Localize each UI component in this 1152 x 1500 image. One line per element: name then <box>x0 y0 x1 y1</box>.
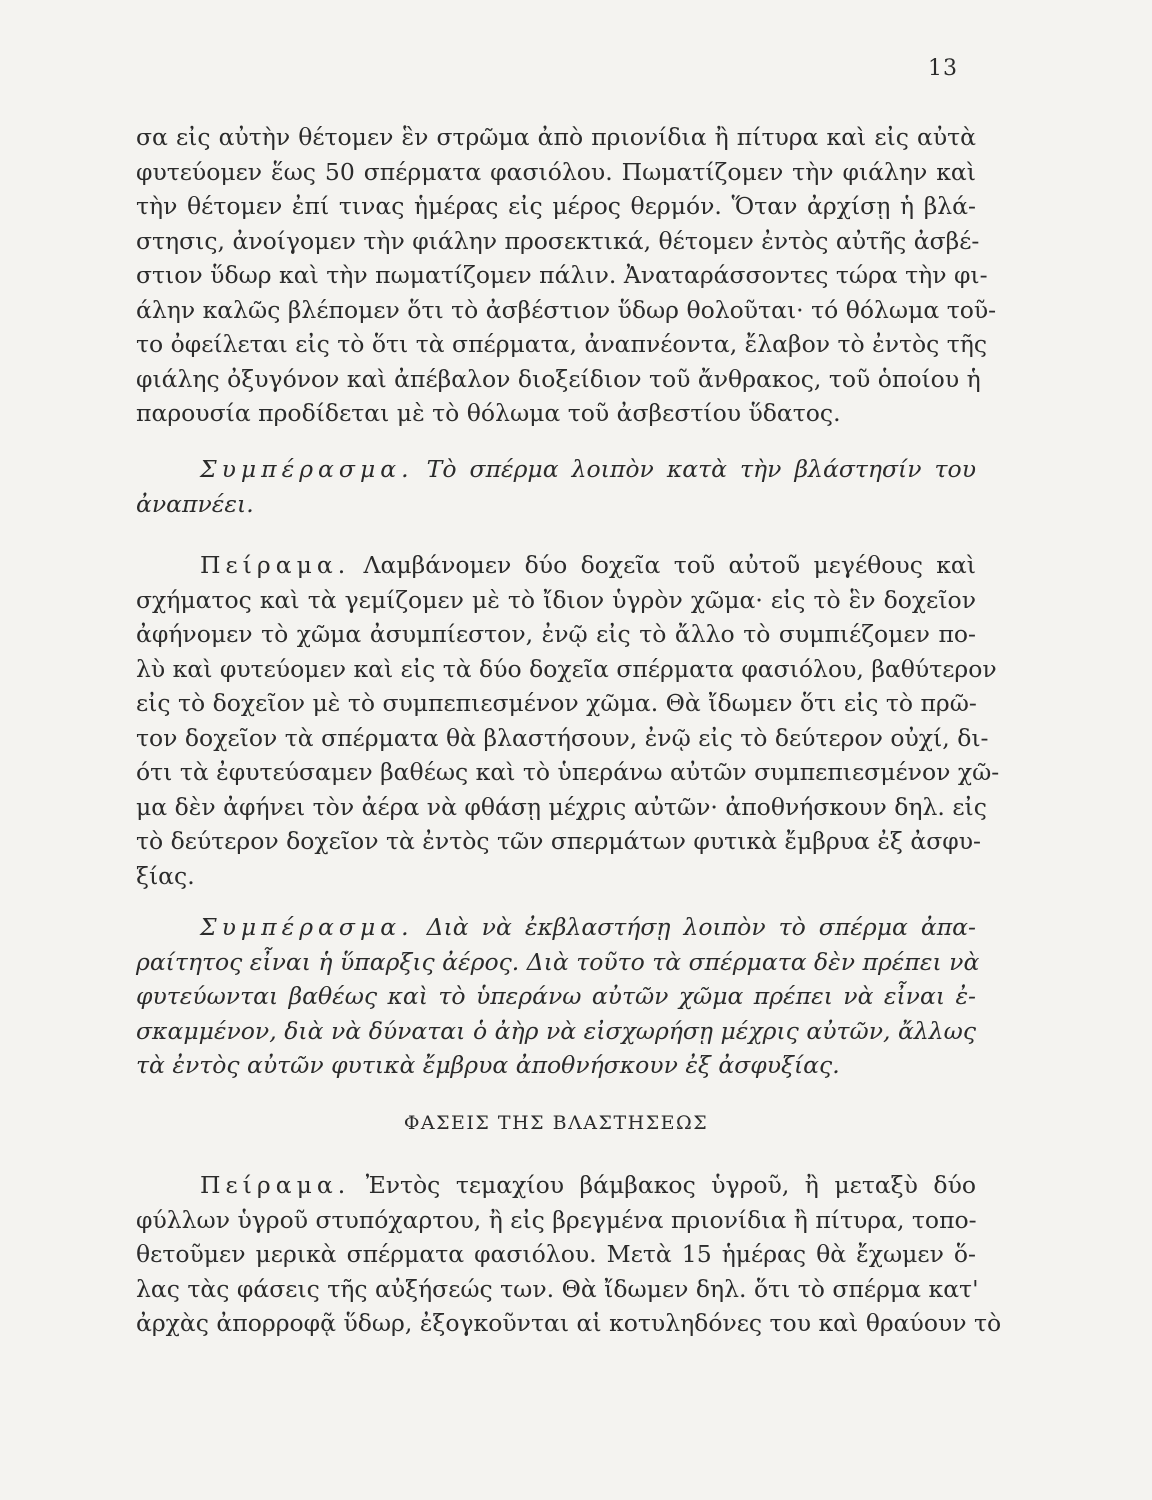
text-line: ἀρχὰς ἀπορροφᾷ ὕδωρ, ἐξογκοῦνται αἱ κοτυληδόνες του καὶ θραύουν τὸ <box>136 1309 1002 1337</box>
experiment-line <box>136 1168 976 1203</box>
conclusion-text: Τὸ σπέρμα λοιπὸν κατὰ τὴν βλάστησίν του <box>426 455 976 483</box>
text-line: τὴν θέτομεν ἐπί τινας ἡμέρας εἰς μέρος θερμόν. Ὅταν ἀρχίσῃ ἡ βλά- <box>136 192 976 220</box>
conclusion-line: σκαμμένον, διὰ νὰ δύναται ὁ ἀὴρ νὰ εἰσχωρήσῃ μέχρις αὐτῶν, ἄλλως <box>136 1016 976 1045</box>
text-line: στιον ὕδωρ καὶ τὴν πωματίζομεν πάλιν. Ἀναταράσσοντες τώρα τὴν φι- <box>136 261 988 289</box>
conclusion-line <box>136 910 976 945</box>
text-line: άλην καλῶς βλέπομεν ὅτι τὸ ἀσβέστιον ὕδωρ θολοῦται· τό θόλωμα τοῦ- <box>136 295 997 324</box>
conclusion-2 <box>136 910 980 1083</box>
text-line: ξίας. <box>136 861 195 890</box>
experiment-1 <box>136 548 1000 893</box>
text-line: τὸ δεύτερον δοχεῖον τὰ ἐντὸς τῶν σπερμάτων φυτικὰ ἔμβρυα ἐξ ἀσφυ- <box>136 827 981 855</box>
experiment-text: Λαμβάνομεν δύο δοχεῖα τοῦ αὐτοῦ μεγέθους καὶ <box>363 551 976 579</box>
conclusion-line <box>136 452 976 487</box>
experiment-label: Πείραμα. <box>200 1171 351 1199</box>
experiment-line <box>136 548 976 583</box>
experiment-text: Ἐντὸς τεμαχίου βάμβακος ὑγροῦ, ἢ μεταξὺ δύο <box>365 1171 976 1199</box>
text-line: φυτεύομεν ἕως 50 σπέρματα φασιόλου. Πωματίζομεν τὴν φιάλην καὶ <box>136 157 976 186</box>
text-line: ότι τὰ ἐφυτεύσαμεν βαθέως καὶ τὸ ὑπεράνω αὐτῶν συμπεπιεσμένον χῶ- <box>136 758 1000 786</box>
text-line: λας τὰς φάσεις τῆς αὐξήσεώς των. Θὰ ἴδωμεν δηλ. ὅτι τὸ σπέρμα κατ' <box>136 1274 979 1303</box>
text-line: μα δὲν ἀφήνει τὸν ἀέρα νὰ φθάσῃ μέχρις αὐτῶν· ἀποθνήσκουν δηλ. εἰς <box>136 792 987 821</box>
conclusion-1 <box>136 452 976 521</box>
text-line: τον δοχεῖον τὰ σπέρματα θὰ βλαστήσουν, ἐνῷ εἰς τὸ δεύτερον οὐχί, δι- <box>136 723 989 752</box>
text-line: εἰς τὸ δοχεῖον μὲ τὸ συμπεπιεσμένον χῶμα. Θὰ ἴδωμεν ὅτι εἰς τὸ πρῶ- <box>136 689 977 717</box>
conclusion-line: ραίτητος εἶναι ἡ ὕπαρξις ἀέρος. Διὰ τοῦτο τὰ σπέρματα δὲν πρέπει νὰ <box>136 947 980 976</box>
conclusion-line: φυτεύωνται βαθέως καὶ τὸ ὑπεράνω αὐτῶν χῶμα πρέπει νὰ εἶναι ἐ- <box>136 982 976 1010</box>
text-line: σχήματος καὶ τὰ γεμίζομεν μὲ τὸ ἴδιον ὑγρὸν χῶμα· εἰς τὸ ἓν δοχεῖον <box>136 585 976 614</box>
text-line: φιάλης ὀξυγόνον καὶ ἀπέβαλον διοξείδιον τοῦ ἄνθρακος, τοῦ ὁποίου ἡ <box>136 364 981 393</box>
text-line: φύλλων ὑγροῦ στυπόχαρτου, ἢ εἰς βρεγμένα πριονίδια ἢ πίτυρα, τοπο- <box>136 1205 977 1234</box>
text-line: παρουσία προδίδεται μὲ τὸ θόλωμα τοῦ ἀσβεστίου ὕδατος. <box>136 399 841 427</box>
conclusion-text: Διὰ νὰ ἐκβλαστήσῃ λοιπὸν τὸ σπέρμα ἀπα- <box>426 913 976 941</box>
text-line: σα εἰς αὐτὴν θέτομεν ἓν στρῶμα ἀπὸ πριονίδια ἢ πίτυρα καὶ εἰς αὐτὰ <box>136 123 976 151</box>
text-line: στησις, ἀνοίγομεν τὴν φιάλην προσεκτικά, θέτομεν ἐντὸς αὐτῆς ἀσβέ- <box>136 226 980 255</box>
text-line: λὺ καὶ φυτεύομεν καὶ εἰς τὰ δύο δοχεῖα σπέρματα φασιόλου, βαθύτερον <box>136 654 997 683</box>
text-line: θετοῦμεν μερικὰ σπέρματα φασιόλου. Μετὰ 15 ἡμέρας θὰ ἔχωμεν ὅ- <box>136 1240 976 1268</box>
conclusion-label: Συμπέρασμα. <box>200 455 414 483</box>
paragraph-1 <box>136 120 997 431</box>
page-number: 13 <box>928 56 958 81</box>
text-line: ἀφήνομεν τὸ χῶμα ἀσυμπίεστον, ἐνῷ εἰς τὸ ἄλλο τὸ συμπιέζομεν πο- <box>136 620 976 648</box>
experiment-2 <box>136 1168 1002 1341</box>
section-heading: ΦΑΣΕΙΣ ΤΗΣ ΒΛΑΣΤΗΣΕΩΣ <box>403 1112 709 1134</box>
conclusion-label: Συμπέρασμα. <box>200 913 414 941</box>
text-line: το ὀφείλεται εἰς τὸ ὅτι τὰ σπέρματα, ἀναπνέοντα, ἔλαβον τὸ ἐντὸς τῆς <box>136 330 988 358</box>
conclusion-line: ἀναπνέει. <box>136 489 254 518</box>
experiment-label: Πείραμα. <box>200 551 351 579</box>
conclusion-line: τὰ ἐντὸς αὐτῶν φυτικὰ ἔμβρυα ἀποθνήσκουν ἐξ ἀσφυξίας. <box>136 1051 840 1079</box>
